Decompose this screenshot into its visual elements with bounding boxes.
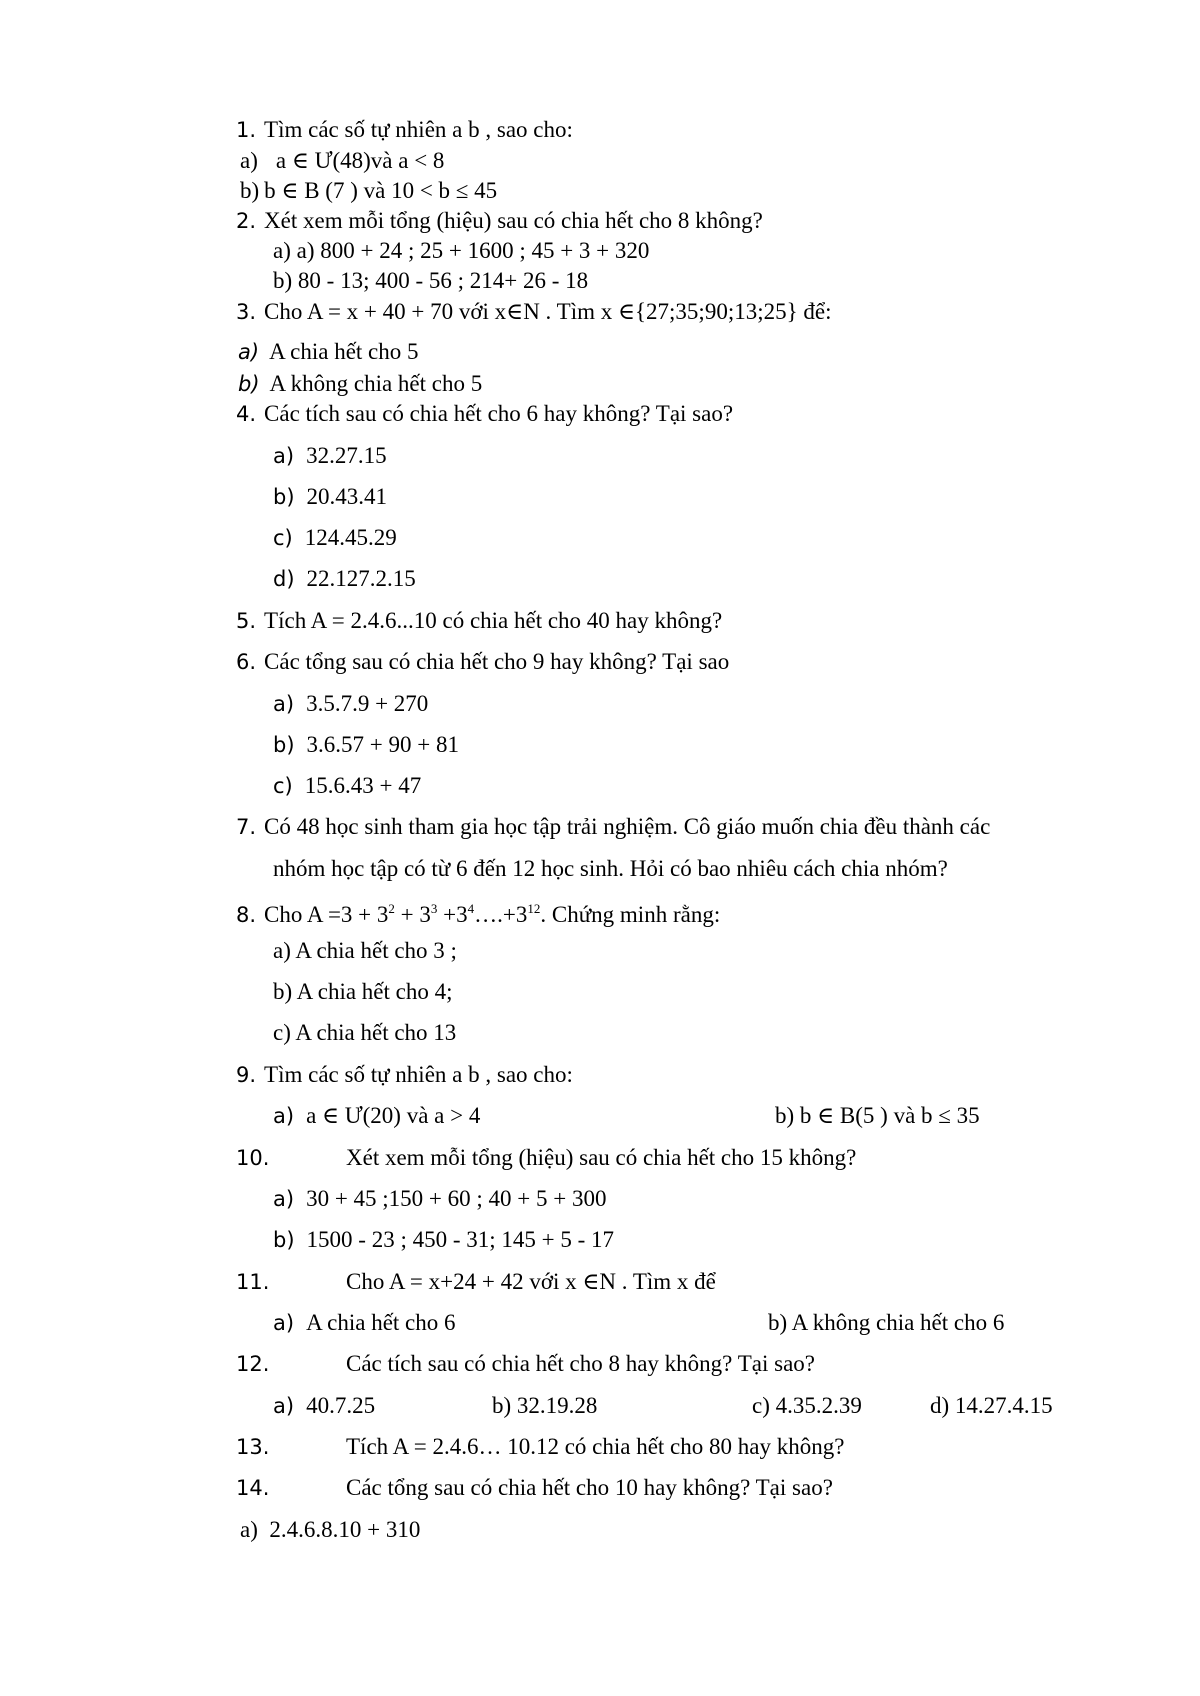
question-8-part-a — [273, 937, 457, 965]
question-3-part-b — [238, 370, 482, 398]
question-8-part-b — [273, 978, 453, 1006]
part-text: a ∈ Ư(48)và a < 8 — [275, 148, 445, 173]
part-text: b) b ∈ B(5 ) và b ≤ 35 — [775, 1103, 980, 1128]
part-text: b) A không chia hết cho 6 — [768, 1310, 1005, 1335]
question-12 — [236, 1350, 269, 1378]
question-6-part-a — [273, 690, 428, 718]
question-10 — [236, 1144, 269, 1172]
part-label: c) — [273, 526, 293, 550]
part-label: a) — [273, 1394, 295, 1418]
exponent: 12 — [527, 901, 541, 916]
part-label: b) — [273, 1228, 295, 1252]
part-text: b) A chia hết cho 4; — [273, 979, 453, 1004]
question-12-part-b — [492, 1392, 597, 1420]
part-text: A chia hết cho 6 — [306, 1310, 456, 1335]
question-11-text — [346, 1268, 716, 1296]
question-12-part-d — [930, 1392, 1053, 1420]
question-10-part-b — [273, 1226, 614, 1254]
question-10-text — [346, 1144, 856, 1172]
question-5 — [236, 607, 722, 635]
question-10-part-a — [273, 1185, 606, 1213]
question-text: Tìm các số tự nhiên a b , sao cho: — [264, 117, 573, 142]
question-14-text — [346, 1474, 833, 1502]
part-label: a) — [273, 692, 295, 716]
question-14-part-a — [240, 1516, 420, 1544]
part-text: 20.43.41 — [306, 484, 388, 509]
part-label: d) — [273, 567, 295, 591]
part-text: 124.45.29 — [304, 525, 397, 550]
part-text: b ∈ B (7 ) và 10 < b ≤ 45 — [264, 178, 498, 203]
question-11-part-b — [768, 1309, 1004, 1337]
question-6-part-c — [273, 772, 421, 800]
part-text: 22.127.2.15 — [306, 566, 416, 591]
part-label: a) — [273, 1187, 295, 1211]
question-4-part-d — [273, 565, 416, 593]
part-label: a) — [273, 444, 295, 468]
exponent: 2 — [388, 901, 395, 916]
part-label: b) — [273, 733, 295, 757]
question-text: Có 48 học sinh tham gia học tập trải nghiệm. Cô giáo muốn chia đều thành các — [264, 814, 991, 839]
part-label: c) — [273, 774, 293, 798]
question-7 — [236, 813, 990, 841]
question-2 — [236, 207, 763, 235]
part-label: b) — [240, 178, 260, 203]
question-2-part-b — [273, 267, 588, 295]
question-text: Các tổng sau có chia hết cho 10 hay không? Tại sao? — [346, 1475, 833, 1500]
question-number: 7. — [236, 815, 257, 839]
question-11-part-a — [273, 1309, 456, 1337]
question-text-mid: +3 — [437, 902, 468, 927]
question-number: 13. — [236, 1435, 270, 1459]
question-number: 9. — [236, 1063, 257, 1087]
part-label: a) — [273, 1311, 295, 1335]
part-text: c) 4.35.2.39 — [752, 1393, 862, 1418]
part-text: A không chia hết cho 5 — [269, 371, 483, 396]
part-text: d) 14.27.4.15 — [930, 1393, 1053, 1418]
question-text: Cho A = x + 40 + 70 với x∈N . Tìm x ∈{27;35;90;13;25} để: — [264, 299, 832, 324]
question-8-part-c — [273, 1019, 456, 1047]
question-text: Cho A = x+24 + 42 với x ∈N . Tìm x để — [346, 1269, 716, 1294]
part-label: a) — [240, 148, 258, 173]
part-label: a) — [238, 340, 260, 364]
question-9 — [236, 1061, 573, 1089]
question-number: 5. — [236, 609, 257, 633]
question-text-prefix: Cho A =3 + 3 — [264, 902, 389, 927]
question-11 — [236, 1268, 269, 1296]
part-text: 1500 - 23 ; 450 - 31; 145 + 5 - 17 — [306, 1227, 615, 1252]
question-number: 2. — [236, 209, 257, 233]
question-4 — [236, 400, 733, 428]
question-number: 10. — [236, 1146, 270, 1170]
part-text: a) 2.4.6.8.10 + 310 — [240, 1517, 421, 1542]
part-label: b) — [238, 372, 260, 396]
question-8 — [236, 895, 720, 929]
question-4-part-a — [273, 442, 387, 470]
question-text: Tích A = 2.4.6...10 có chia hết cho 40 hay không? — [264, 608, 723, 633]
part-text: 40.7.25 — [306, 1393, 376, 1418]
question-12-text — [346, 1350, 815, 1378]
part-text: A chia hết cho 5 — [269, 339, 419, 364]
question-text: Xét xem mỗi tổng (hiệu) sau có chia hết cho 15 không? — [346, 1145, 857, 1170]
question-4-part-c — [273, 524, 397, 552]
part-label: a) — [273, 1104, 295, 1128]
question-9-part-b — [775, 1102, 980, 1130]
question-text: Các tổng sau có chia hết cho 9 hay không? Tại sao — [264, 649, 730, 674]
question-12-part-a — [273, 1392, 375, 1420]
question-text: nhóm học tập có từ 6 đến 12 học sinh. Hỏi có bao nhiêu cách chia nhóm? — [273, 856, 948, 881]
part-text: 32.27.15 — [306, 443, 387, 468]
question-6-part-b — [273, 731, 459, 759]
question-3-part-a — [238, 338, 419, 366]
part-text: 3.5.7.9 + 270 — [306, 691, 429, 716]
question-text: Các tích sau có chia hết cho 8 hay không? Tại sao? — [346, 1351, 815, 1376]
part-text: 15.6.43 + 47 — [304, 773, 422, 798]
part-text: a) A chia hết cho 3 ; — [273, 938, 457, 963]
question-text: Tích A = 2.4.6… 10.12 có chia hết cho 80 hay không? — [346, 1434, 845, 1459]
question-13-text — [346, 1433, 844, 1461]
question-number: 4. — [236, 402, 257, 426]
question-1-part-b — [240, 177, 497, 205]
part-text: 30 + 45 ;150 + 60 ; 40 + 5 + 300 — [306, 1186, 607, 1211]
exponent: 4 — [467, 901, 475, 916]
question-text: Các tích sau có chia hết cho 6 hay không? Tại sao? — [264, 401, 734, 426]
part-text: 3.6.57 + 90 + 81 — [306, 732, 459, 757]
question-text: Xét xem mỗi tổng (hiệu) sau có chia hết cho 8 không? — [264, 208, 763, 233]
question-number: 12. — [236, 1352, 270, 1376]
question-9-part-a — [273, 1102, 480, 1130]
part-text: a) a) 800 + 24 ; 25 + 1600 ; 45 + 3 + 320 — [273, 238, 650, 263]
question-number: 11. — [236, 1270, 270, 1294]
question-12-part-c — [752, 1392, 862, 1420]
question-text-mid: ….+3 — [474, 902, 528, 927]
question-14 — [236, 1474, 269, 1502]
question-1-part-a — [240, 147, 444, 175]
exponent: 3 — [430, 901, 438, 916]
question-1 — [236, 116, 573, 144]
question-4-part-b — [273, 483, 387, 511]
question-number: 3. — [236, 300, 257, 324]
part-text: b) 32.19.28 — [492, 1393, 598, 1418]
question-text-mid: + 3 — [394, 902, 431, 927]
part-text: a ∈ Ư(20) và a > 4 — [306, 1103, 481, 1128]
question-number: 8. — [236, 903, 257, 927]
question-3 — [236, 298, 832, 326]
part-text: c) A chia hết cho 13 — [273, 1020, 457, 1045]
question-13 — [236, 1433, 269, 1461]
question-2-part-a — [273, 237, 649, 265]
question-text-suffix: . Chứng minh rằng: — [540, 902, 721, 927]
question-7-continuation — [273, 855, 948, 883]
question-number: 14. — [236, 1476, 270, 1500]
part-label: b) — [273, 485, 295, 509]
question-number: 1. — [236, 118, 257, 142]
part-text: b) 80 - 13; 400 - 56 ; 214+ 26 - 18 — [273, 268, 589, 293]
question-number: 6. — [236, 650, 257, 674]
question-6 — [236, 648, 729, 676]
question-text: Tìm các số tự nhiên a b , sao cho: — [264, 1062, 573, 1087]
